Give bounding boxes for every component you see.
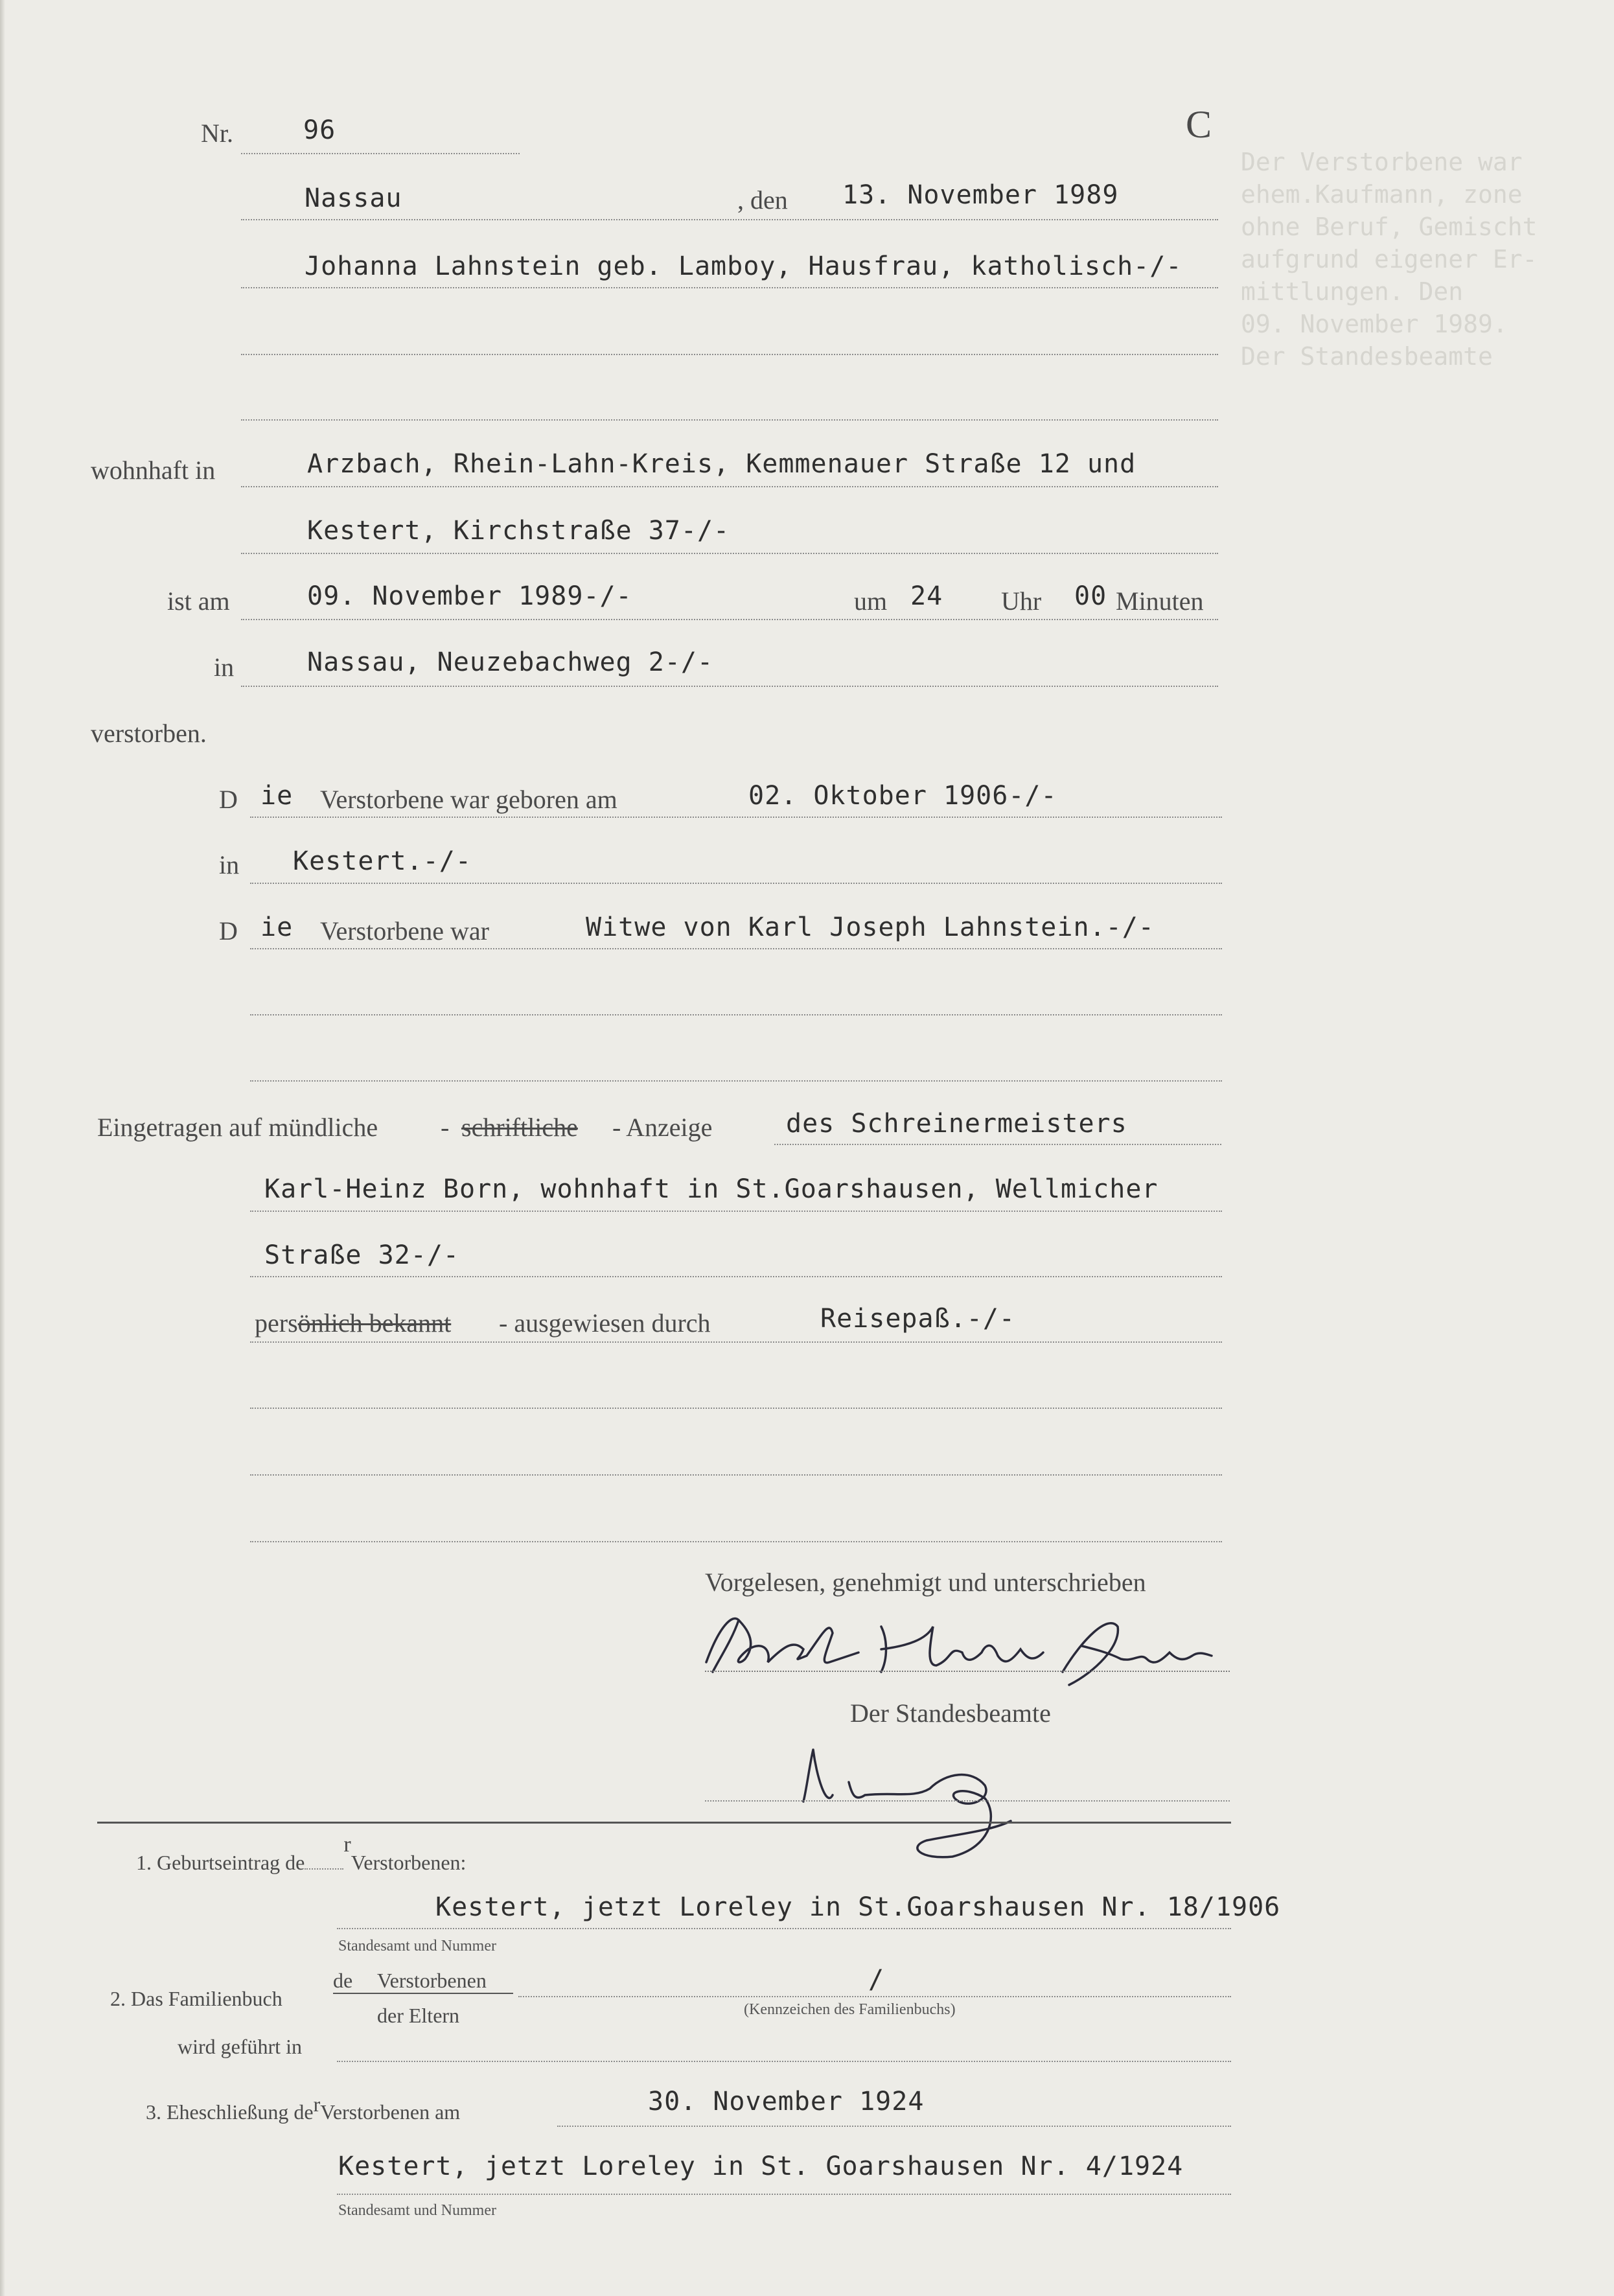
nr-line — [241, 153, 520, 154]
footnote2-caption: (Kennzeichen des Familienbuchs) — [744, 2001, 956, 2018]
residence-line-2 — [241, 553, 1218, 554]
informant-line-1 — [774, 1144, 1221, 1145]
footnote3-value: Kestert, jetzt Loreley in St. Goarshausen Nr. 4/1924 — [338, 2151, 1184, 2181]
uhr-label: Uhr — [1001, 586, 1042, 616]
status-line-1 — [250, 948, 1222, 949]
footnote2-verstorbenen: Verstorbenen — [377, 1969, 487, 1992]
footnote3-caption: Standesamt und Nummer — [338, 2202, 496, 2219]
eingetragen-label: Eingetragen auf mündliche — [97, 1113, 378, 1142]
deceased-name-line: Johanna Lahnstein geb. Lamboy, Hausfrau, katholisch-/- — [305, 251, 1182, 281]
bleed-through-margin-note: Der Verstorbene war ehem.Kaufmann, zone ohne Beruf, Gemischt aufgrund eigener Er- mittlungen. Den 09. November 1989. Der Standesbeamte — [1241, 148, 1538, 371]
death-date: 09. November 1989-/- — [307, 581, 632, 611]
birth-text-label: Verstorbene war geboren am — [320, 785, 617, 814]
city-date-line — [241, 219, 1218, 220]
informant-line3: Straße 32-/- — [264, 1240, 459, 1270]
minuten-label: Minuten — [1116, 586, 1204, 616]
footnote3-prefix: 3. Eheschließung de — [146, 2100, 314, 2124]
footnote1-suffix: Verstorbenen: — [351, 1851, 467, 1874]
birth-place-line — [250, 883, 1222, 884]
standesbeamte-label: Der Standesbeamte — [850, 1699, 1051, 1728]
informant-line-3 — [250, 1276, 1222, 1277]
eingetragen-dash: - — [441, 1113, 450, 1142]
death-minute: 00 — [1074, 581, 1107, 611]
page-fold-shadow — [0, 0, 5, 2296]
residence-line1: Arzbach, Rhein-Lahn-Kreis, Kemmenauer Straße 12 und — [307, 449, 1136, 479]
death-place-line — [241, 686, 1218, 687]
schriftliche-struck: schriftliche — [461, 1113, 578, 1142]
nr-value: 96 — [303, 115, 336, 145]
footnote2-label: 2. Das Familienbuch — [110, 1987, 282, 2010]
birth-date: 02. Oktober 1906-/- — [748, 781, 1057, 811]
footnote1-prefix: 1. Geburtseintrag de — [136, 1851, 305, 1874]
informant-signature — [693, 1601, 1225, 1691]
footnote2-label2: wird geführt in — [178, 2035, 302, 2058]
register-letter: C — [1186, 103, 1212, 146]
footnote2-line — [518, 1996, 1231, 1997]
birth-place: Kestert.-/- — [293, 846, 472, 876]
status-text-label: Verstorbene war — [320, 916, 489, 945]
registrar-signature-line — [705, 1800, 1230, 1802]
footnote3-suffix: Verstorbenen am — [320, 2100, 461, 2124]
footnote3-label — [146, 2093, 461, 2124]
informant-line1: des Schreinermeisters — [786, 1109, 1127, 1139]
name-line-1 — [241, 287, 1218, 288]
death-place: Nassau, Neuzebachweg 2-/- — [307, 647, 714, 677]
footnote2-divider — [333, 1993, 513, 1994]
residence-line2: Kestert, Kirchstraße 37-/- — [307, 516, 730, 546]
status-line-3 — [250, 1080, 1222, 1082]
vorgelesen-label: Vorgelesen, genehmigt und unterschrieben — [705, 1568, 1146, 1597]
death-date-line — [241, 619, 1218, 620]
report-line-5 — [250, 1408, 1222, 1409]
informant-line-2 — [250, 1211, 1222, 1212]
registrar-signature — [790, 1724, 1114, 1860]
persoenlich-label — [255, 1308, 451, 1338]
nr-label: Nr. — [201, 119, 233, 148]
den-label: , den — [737, 185, 788, 215]
informant-line2: Karl-Heinz Born, wohnhaft in St.Goarshausen, Wellmicher — [264, 1174, 1159, 1204]
status-ie-suffix: ie — [260, 912, 294, 942]
report-line-6 — [250, 1474, 1222, 1476]
report-line-7 — [250, 1541, 1222, 1542]
footnote2-line-2 — [337, 2061, 1231, 2062]
name-line-2 — [241, 354, 1218, 355]
footnote3-line — [557, 2126, 1231, 2127]
persoenlich-prefix: pers — [255, 1308, 298, 1338]
city-value: Nassau — [305, 183, 402, 213]
footnote1-caption: Standesamt und Nummer — [338, 1938, 496, 1954]
persoenlich-struck: önlich bekannt — [297, 1308, 452, 1338]
footnote1-label — [136, 1833, 467, 1875]
birth-ie-suffix: ie — [260, 781, 294, 811]
ausgewiesen-label: - ausgewiesen durch — [499, 1308, 711, 1338]
id-document-line — [250, 1341, 1222, 1343]
birth-date-line — [250, 817, 1222, 818]
death-hour: 24 — [910, 581, 943, 611]
name-line-3 — [241, 419, 1218, 421]
footnote1-dots — [305, 1868, 343, 1870]
anzeige-label: - Anzeige — [612, 1113, 713, 1142]
registration-date: 13. November 1989 — [842, 180, 1119, 210]
footnote1-value: Kestert, jetzt Loreley in St.Goarshausen Nr. 18/1906 — [435, 1892, 1281, 1922]
residence-label: wohnhaft in — [91, 456, 216, 485]
footnote2-slash: / — [868, 1965, 885, 1995]
informant-signature-line — [705, 1671, 1230, 1672]
residence-line-1 — [241, 486, 1218, 487]
verstorben-label: verstorben. — [91, 719, 207, 748]
death-date-label: ist am — [167, 586, 230, 616]
birth-place-label: in — [219, 850, 240, 879]
status-line-2 — [250, 1014, 1222, 1015]
um-label: um — [854, 586, 888, 616]
footnote2-eltern: der Eltern — [377, 2004, 460, 2027]
footnote-separator — [97, 1822, 1231, 1824]
footnote1-superscript: r — [343, 1833, 351, 1857]
footnote2-de: de — [333, 1969, 353, 1992]
footnote1-line — [337, 1928, 1231, 1929]
death-place-label: in — [214, 653, 235, 682]
marital-status: Witwe von Karl Joseph Lahnstein.-/- — [586, 912, 1155, 942]
footnote3-date: 30. November 1924 — [648, 2087, 925, 2116]
id-document: Reisepaß.-/- — [820, 1304, 1015, 1334]
footnote3-superscript: r — [313, 2093, 321, 2116]
status-d-label: D — [219, 916, 238, 945]
footnote3-line-2 — [337, 2194, 1231, 2195]
birth-d-label: D — [219, 785, 238, 814]
